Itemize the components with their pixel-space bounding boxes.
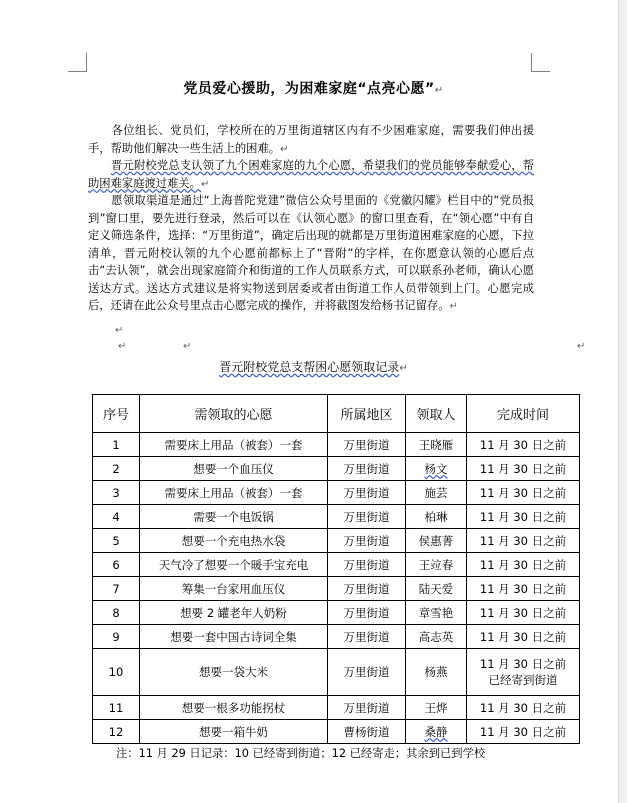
cell-receiver[interactable]: 高志英 — [406, 625, 467, 649]
cell-deadline[interactable]: 11 月 30 日之前 — [467, 720, 580, 744]
cell-receiver[interactable]: 陆天爱 — [406, 577, 467, 601]
cell-area[interactable]: 万里街道 — [328, 457, 406, 481]
header-deadline[interactable]: 完成时间 — [467, 395, 580, 433]
cell-area[interactable]: 万里街道 — [328, 481, 406, 505]
table-row — [93, 433, 580, 457]
cell-receiver[interactable]: 王晓雁 — [406, 433, 467, 457]
table-row — [93, 649, 580, 696]
cell-index[interactable]: 11 — [93, 696, 140, 720]
cell-area[interactable]: 万里街道 — [328, 577, 406, 601]
cell-index[interactable]: 5 — [93, 529, 140, 553]
cell-index[interactable]: 12 — [93, 720, 140, 744]
table-row — [93, 481, 580, 505]
cell-receiver[interactable] — [406, 457, 467, 481]
cell-index[interactable]: 1 — [93, 433, 140, 457]
header-index[interactable]: 序号 — [93, 395, 140, 433]
table-header-row — [93, 395, 580, 433]
cell-wish[interactable]: 需要一个电饭锅 — [140, 505, 328, 529]
header-area[interactable]: 所属地区 — [328, 395, 406, 433]
empty-paragraph-mark: ↵ — [183, 341, 192, 352]
cell-area[interactable]: 万里街道 — [328, 649, 406, 696]
cell-wish[interactable]: 天气冷了想要一个暖手宝充电 — [140, 553, 328, 577]
cell-wish[interactable]: 想要一个血压仪 — [140, 457, 328, 481]
paragraph-1[interactable]: 各位组长、党员们，学校所在的万里街道辖区内有不少困难家庭，需要我们伸出援手，帮助他们解决一些生活上的困难。↵ — [88, 124, 534, 155]
table-title[interactable]: 晋元附校党总支帮困心愿领取记录↵ — [219, 360, 408, 374]
cell-receiver[interactable]: 杨燕 — [406, 649, 467, 696]
table-row — [93, 601, 580, 625]
cell-index[interactable]: 7 — [93, 577, 140, 601]
cell-deadline[interactable]: 11 月 30 日之前 — [467, 457, 580, 481]
cell-deadline[interactable]: 11 月 30 日之前 — [467, 553, 580, 577]
cell-index[interactable]: 4 — [93, 505, 140, 529]
header-receiver[interactable]: 领取人 — [406, 395, 467, 433]
cell-wish[interactable]: 想要一根多功能拐杖 — [140, 696, 328, 720]
cell-wish[interactable]: 筹集一台家用血压仪 — [140, 577, 328, 601]
cell-deadline[interactable]: 11 月 30 日之前 — [467, 601, 580, 625]
wish-record-table — [92, 394, 580, 744]
cell-area[interactable]: 曹杨街道 — [328, 720, 406, 744]
table-row — [93, 553, 580, 577]
table-row — [93, 720, 580, 744]
cell-area[interactable]: 万里街道 — [328, 601, 406, 625]
cell-wish[interactable]: 想要一个充电热水袋 — [140, 529, 328, 553]
cell-receiver[interactable]: 侯惠菁 — [406, 529, 467, 553]
cell-area[interactable]: 万里街道 — [328, 529, 406, 553]
cell-index[interactable]: 8 — [93, 601, 140, 625]
cell-deadline[interactable]: 11 月 30 日之前 — [467, 696, 580, 720]
empty-paragraph-mark: ↵ — [118, 341, 127, 352]
cell-index[interactable]: 2 — [93, 457, 140, 481]
cell-wish[interactable]: 想要 2 罐老年人奶粉 — [140, 601, 328, 625]
cell-deadline[interactable]: 11 月 30 日之前 — [467, 625, 580, 649]
cell-receiver[interactable]: 柏琳 — [406, 505, 467, 529]
cell-deadline[interactable]: 11 月 30 日之前 — [467, 529, 580, 553]
cell-index[interactable]: 10 — [93, 649, 140, 696]
header-wish[interactable]: 需领取的心愿 — [140, 395, 328, 433]
empty-paragraph-mark: ↵ — [115, 325, 124, 336]
cell-area[interactable]: 万里街道 — [328, 505, 406, 529]
cell-deadline[interactable]: 11 月 30 日之前 — [467, 481, 580, 505]
cell-area[interactable]: 万里街道 — [328, 433, 406, 457]
cell-receiver[interactable] — [406, 720, 467, 744]
cell-wish[interactable]: 想要一袋大米 — [140, 649, 328, 696]
empty-paragraph-mark: ↵ — [577, 341, 586, 352]
cell-receiver[interactable]: 施芸 — [406, 481, 467, 505]
cell-area[interactable]: 万里街道 — [328, 553, 406, 577]
cell-receiver[interactable]: 章雪艳 — [406, 601, 467, 625]
footnote[interactable]: 注：11 月 29 日记录：10 已经寄到街道；12 已经寄走；其余到已到学校 — [116, 747, 486, 760]
cell-index[interactable]: 6 — [93, 553, 140, 577]
cell-index[interactable]: 3 — [93, 481, 140, 505]
cell-deadline[interactable]: 11 月 30 日之前 — [467, 433, 580, 457]
cell-index[interactable]: 9 — [93, 625, 140, 649]
cell-receiver[interactable]: 王竝春 — [406, 553, 467, 577]
table-row — [93, 457, 580, 481]
crop-mark-top-right — [531, 53, 550, 72]
table-row — [93, 577, 580, 601]
cell-receiver[interactable]: 王烨 — [406, 696, 467, 720]
document-title[interactable]: 党员爱心援助，为困难家庭“点亮心愿”↵ — [183, 81, 444, 97]
cell-wish[interactable]: 想要一套中国古诗词全集 — [140, 625, 328, 649]
cell-area[interactable]: 万里街道 — [328, 625, 406, 649]
cell-receiver-text: 杨文 — [424, 461, 448, 476]
paragraph-3[interactable]: 愿领取渠道是通过“上海普陀党建”微信公众号里面的《党徽闪耀》栏目中的“党员报到”窗口里，要先进行登录，然后可以在《认领心愿》的窗口里查看，在“领心愿”中有自定义筛选条件，选择：“万里街道”，确定后出现的就都是万里街道困难家庭的心愿，下拉清单，晋元附校认领的九个心愿前都标上了“晋附”的字样，在你愿意认领的心愿后点击“去认领”，就会出现家庭简介和街道的工作人员联系方式，可以联系孙老师，确认心愿送达方式。送达方式建议是将实物送到居委或者由街道工作人员带领到上门。心愿完成后，还请在此公众号里点击心愿完成的操作，并将截图发给杨书记留存。↵ — [88, 194, 534, 312]
cell-deadline[interactable]: 11 月 30 日之前 已经寄到街道 — [467, 649, 580, 696]
table-row — [93, 505, 580, 529]
cell-wish[interactable]: 需要床上用品（被套）一套 — [140, 481, 328, 505]
table-row — [93, 625, 580, 649]
table-row — [93, 529, 580, 553]
cell-deadline[interactable]: 11 月 30 日之前 — [467, 577, 580, 601]
cell-area[interactable]: 万里街道 — [328, 696, 406, 720]
table-row — [93, 696, 580, 720]
vertical-scrollbar[interactable] — [618, 0, 627, 803]
paragraph-2[interactable]: 晋元附校党总支认领了九个困难家庭的九个心愿，希望我们的党员能够奉献爱心，帮助困难家庭渡过难关。↵ — [88, 159, 534, 190]
cell-deadline[interactable]: 11 月 30 日之前 — [467, 505, 580, 529]
crop-mark-top-left — [68, 53, 87, 72]
cell-receiver-text: 桑静 — [424, 724, 448, 739]
cell-wish[interactable]: 需要床上用品（被套）一套 — [140, 433, 328, 457]
cell-wish[interactable]: 想要一箱牛奶 — [140, 720, 328, 744]
